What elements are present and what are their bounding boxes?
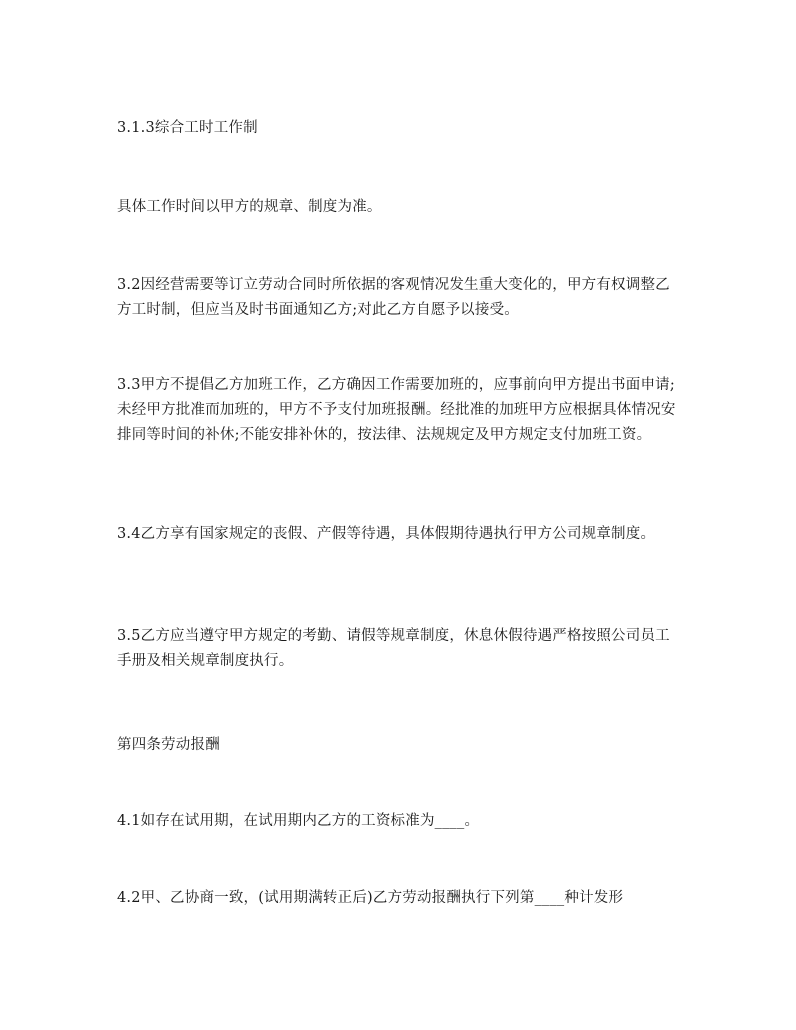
- clause-3-5: 3.5乙方应当遵守甲方规定的考勤、请假等规章制度，休息休假待遇严格按照公司员工手册及相关规章制度执行。: [117, 628, 670, 669]
- clause-4-2: 4.2甲、乙协商一致，(试用期满转正后)乙方劳动报酬执行下列第____种计发形: [117, 890, 624, 906]
- clause-3-4: 3.4乙方享有国家规定的丧假、产假等待遇，具体假期待遇执行甲方公司规章制度。: [117, 526, 656, 542]
- clause-3-1-3-heading: 3.1.3综合工时工作制: [117, 120, 258, 136]
- clause-3-1-3-text: 具体工作时间以甲方的规章、制度为准。: [117, 199, 382, 215]
- clause-3-2: 3.2因经营需要等订立劳动合同时所依据的客观情况发生重大变化的，甲方有权调整乙方工时制，但应当及时书面通知乙方;对此乙方自愿予以接受。: [117, 277, 670, 318]
- clause-3-3: 3.3甲方不提倡乙方加班工作，乙方确因工作需要加班的，应事前向甲方提出书面申请;未经甲方批准而加班的，甲方不予支付加班报酬。经批准的加班甲方应根据具体情况安排同等时间的补休;不能安排补休的，按法律、法规规定及甲方规定支付加班工资。: [117, 377, 676, 443]
- article-4-heading: 第四条劳动报酬: [117, 737, 220, 753]
- clause-4-1: 4.1如存在试用期，在试用期内乙方的工资标准为____。: [117, 813, 480, 829]
